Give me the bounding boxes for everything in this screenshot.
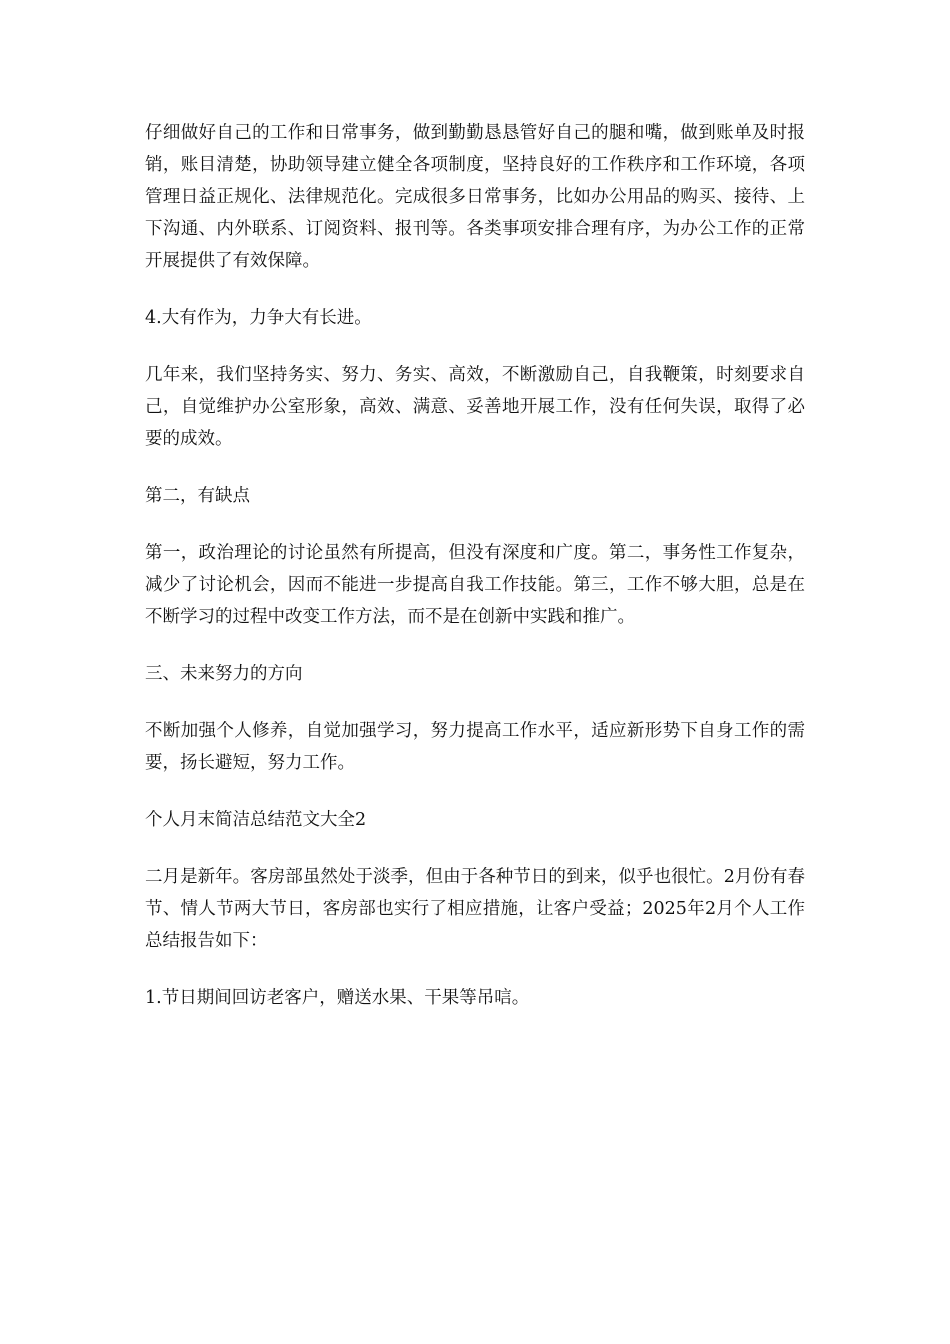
paragraph-years-work: 几年来，我们坚持务实、努力、务实、高效，不断激励自己，自我鞭策，时刻要求自己，自觉维护办公室形象，高效、满意、妥善地开展工作，没有任何失误，取得了必要的成效。	[145, 365, 805, 449]
paragraph-shortcomings: 第一，政治理论的讨论虽然有所提高，但没有深度和广度。第二，事务性工作复杂，减少了讨论机会，因而不能进一步提高自我工作技能。第三，工作不够大胆，总是在不断学习的过程中改变工作方法，而不是在创新中实践和推广。	[145, 543, 805, 627]
heading-revisit-customers: 1.节日期间回访老客户，赠送水果、干果等吊唁。	[145, 988, 530, 1008]
heading-summary-2: 个人月末简洁总结范文大全2	[145, 810, 367, 830]
heading-shortcomings: 第二，有缺点	[145, 486, 250, 506]
paragraph-future-direction: 不断加强个人修养，自觉加强学习，努力提高工作水平，适应新形势下自身工作的需要，扬长避短，努力工作。	[145, 721, 805, 773]
document-body	[145, 117, 805, 1039]
heading-achievement: 4.大有作为，力争大有长进。	[145, 308, 372, 328]
paragraph-february: 二月是新年。客房部虽然处于淡季，但由于各种节日的到来，似乎也很忙。2月份有春节、情人节两大节日，客房部也实行了相应措施，让客户受益；2025年2月个人工作总结报告如下：	[145, 867, 805, 951]
heading-future-direction: 三、未来努力的方向	[145, 664, 303, 684]
paragraph-office-duties: 仔细做好自己的工作和日常事务，做到勤勤恳恳管好自己的腿和嘴，做到账单及时报销，账目清楚，协助领导建立健全各项制度，坚持良好的工作秩序和工作环境，各项管理日益正规化、法律规范化。完成很多日常事务，比如办公用品的购买、接待、上下沟通、内外联系、订阅资料、报刊等。各类事项安排合理有序，为办公工作的正常开展提供了有效保障。	[145, 123, 805, 271]
